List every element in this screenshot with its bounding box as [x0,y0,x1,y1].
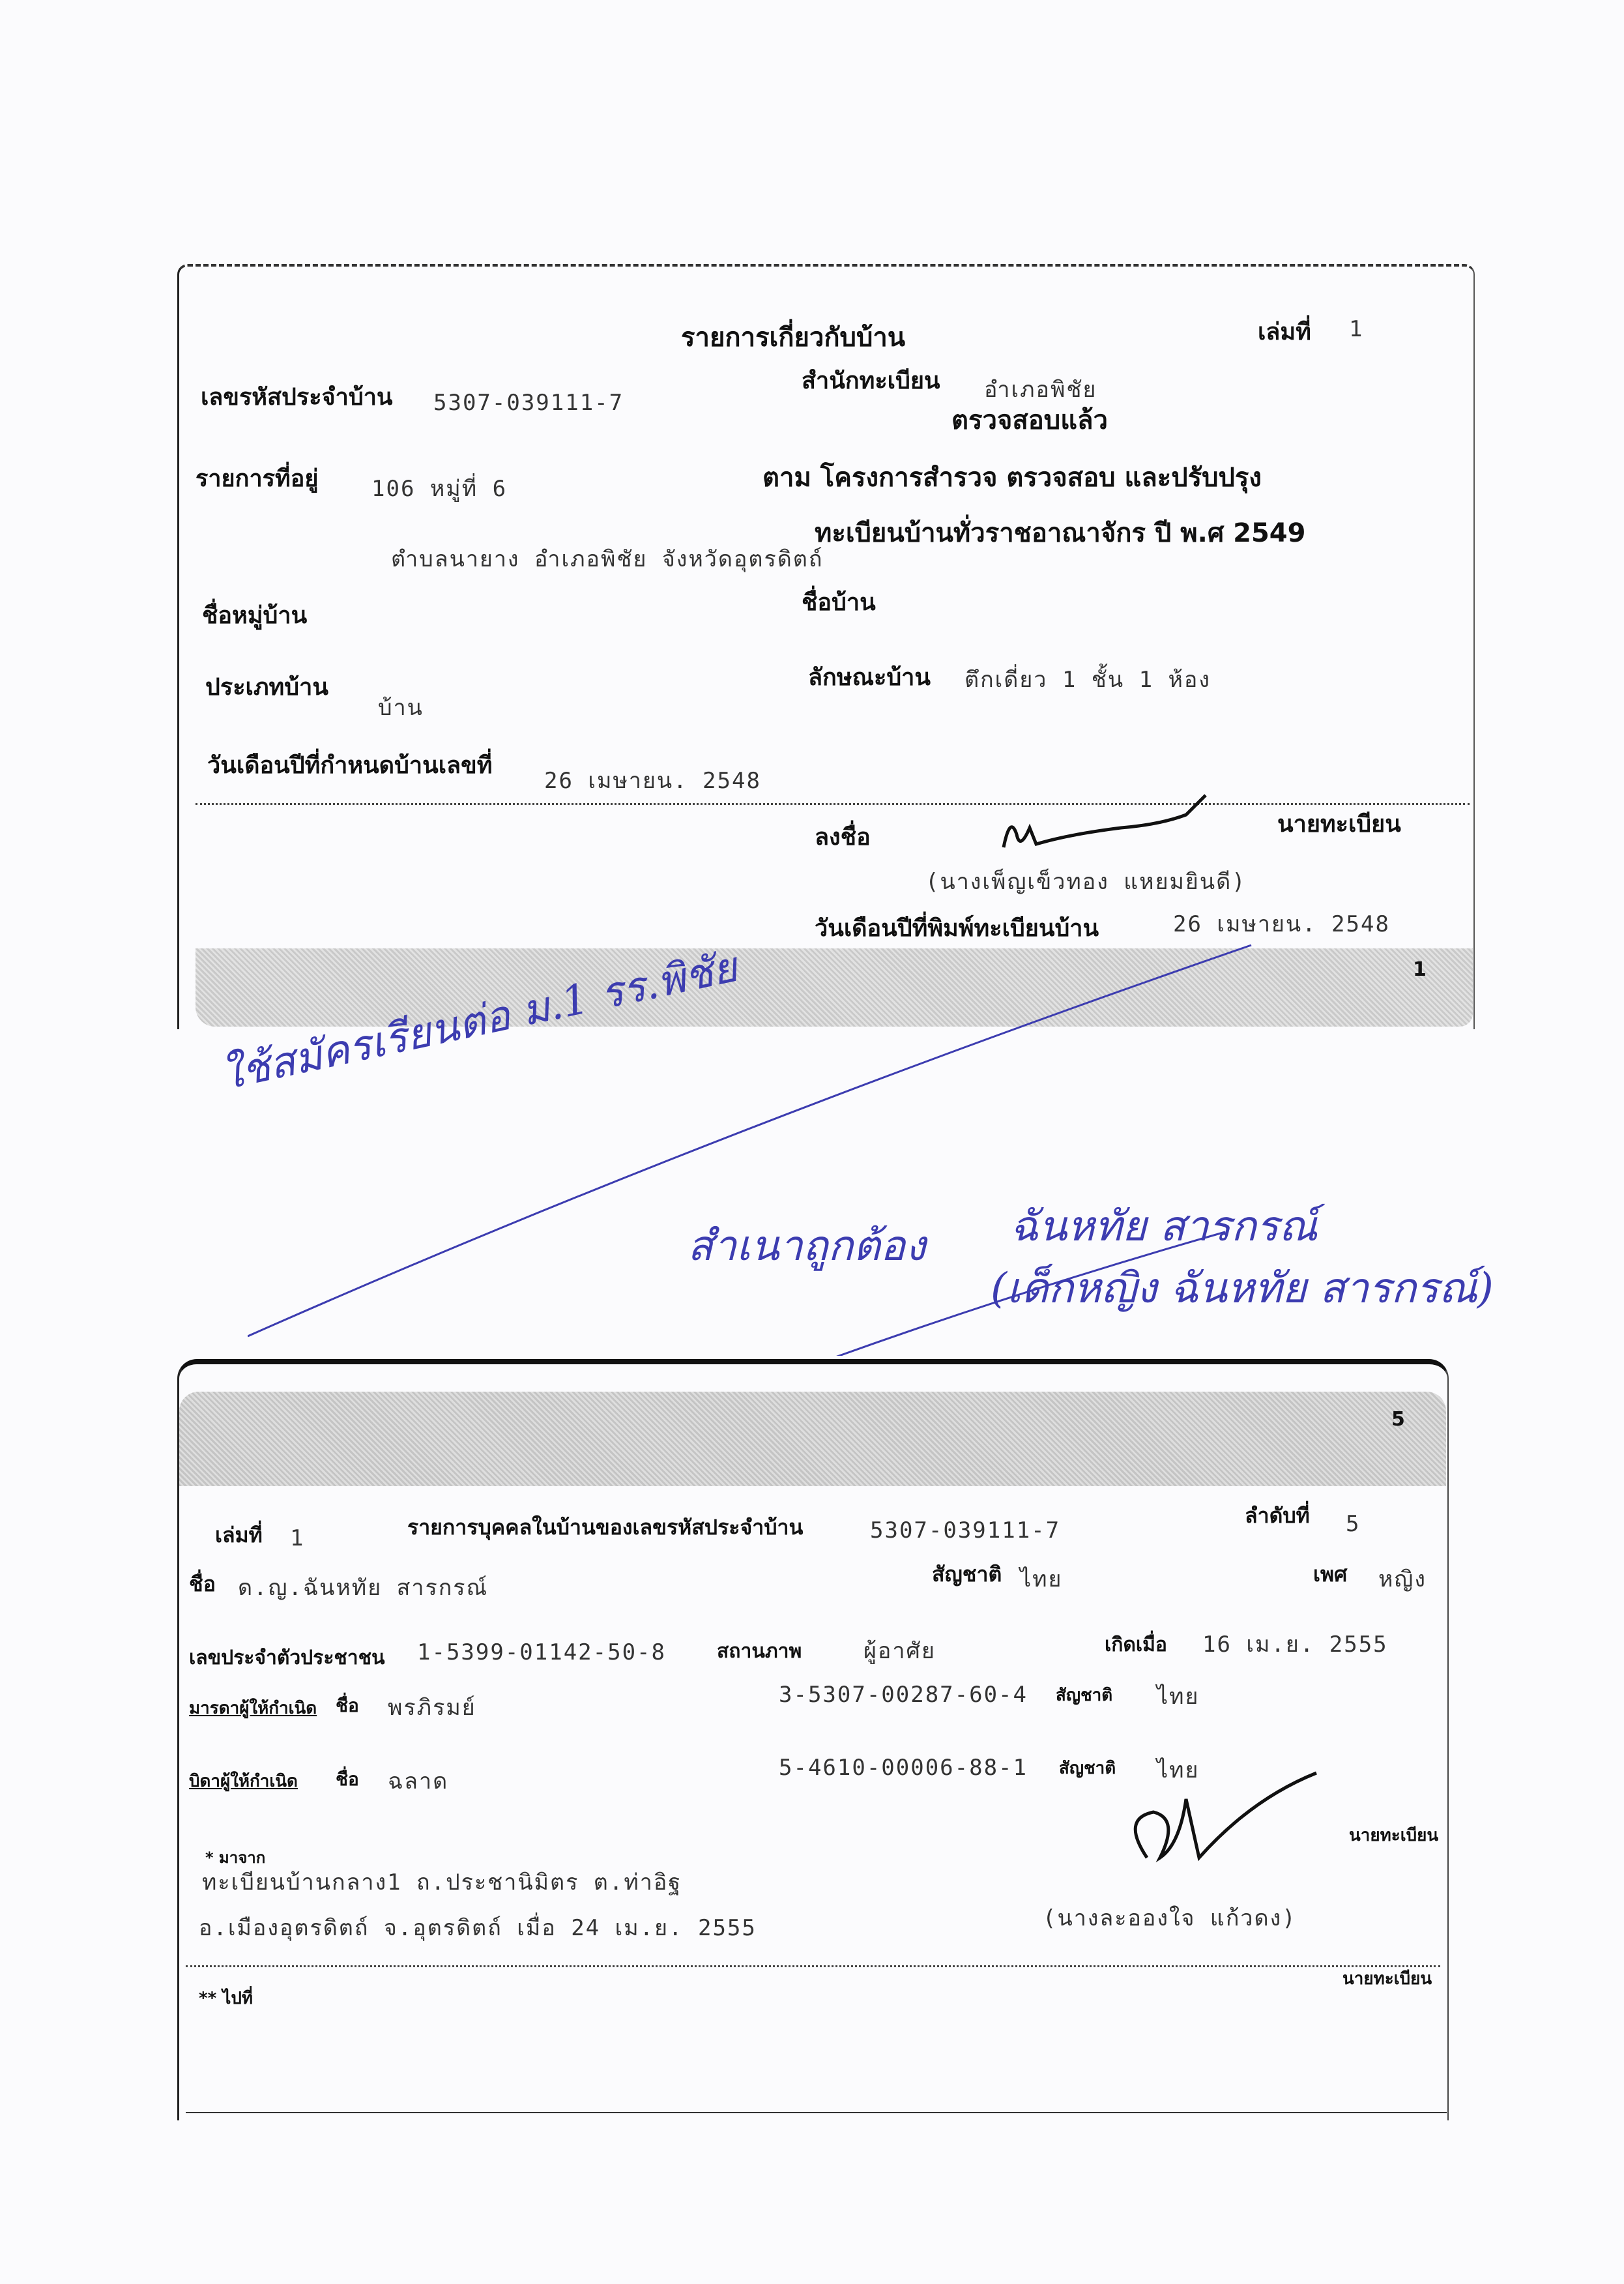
pr-sex-value: หญิง [1378,1566,1427,1592]
pr-birth-label: เกิดเมื่อ [1105,1633,1167,1656]
print-date-label: วันเดือนปีที่พิมพ์ทะเบียนบ้าน [815,915,1099,942]
pr-father-nationality-label: สัญชาติ [1059,1759,1116,1778]
pr-from-line-2: อ.เมืองอุตรดิตถ์ จ.อุตรดิตถ์ เมื่อ 24 เม.ย. 2555 [199,1915,757,1941]
pr-father-label: บิดาผู้ให้กำเนิด [189,1772,298,1791]
pr-order-label: ลำดับที่ [1245,1503,1310,1528]
house-record-title: รายการเกี่ยวกับบ้าน [681,323,906,353]
address-line-1: 106 หมู่ที่ 6 [371,476,508,502]
stamp-line-3: ทะเบียนบ้านทั่วราชอาณาจักร ปี พ.ศ 2549 [815,518,1306,548]
person-record-header-band [179,1392,1446,1486]
pr-mother-name-label: ชื่อ [336,1695,359,1716]
sign-label: ลงชื่อ [815,824,871,851]
stamp-line-1: ตรวจสอบแล้ว [951,405,1108,435]
registry-office-value: อำเภอพิชัย [984,377,1097,403]
pr-birth-value: 16 เม.ย. 2555 [1202,1632,1388,1658]
registrar-signature [991,789,1225,860]
stamp-line-2: ตาม โครงการสำรวจ ตรวจสอบ และปรับปรุง [762,463,1262,493]
pr-name-value: ด.ญ.ฉันหทัย สารกรณ์ [238,1575,489,1601]
address-line-2: ตำบลนายาง อำเภอพิชัย จังหวัดอุตรดิตถ์ [391,546,824,572]
date-assigned-label: วันเดือนปีที่กำหนดบ้านเลขที่ [207,752,493,779]
pr-from-label: * มาจาก [205,1849,266,1867]
house-record-page-number: 1 [1413,958,1427,981]
person-record-page-number: 5 [1391,1408,1405,1431]
pr-name-label: ชื่อ [189,1572,216,1596]
pr-nationality-value: ไทย [1020,1566,1063,1592]
pr-order-value: 5 [1346,1511,1361,1537]
pr-registrar-label-2: นายทะเบียน [1342,1969,1432,1989]
pr-list-title: รายการบุคคลในบ้านของเลขรหัสประจำบ้าน [407,1515,804,1540]
pr-divider-dotted [186,1965,1440,1967]
pr-father-nationality: ไทย [1157,1757,1200,1783]
pr-status-value: ผู้อาศัย [863,1638,936,1664]
house-code-value: 5307-039111-7 [433,390,624,416]
volume-label: เล่มที่ [1258,319,1311,345]
handwritten-signer-name: ฉันหทัย สารกรณ์ [1010,1203,1318,1251]
pr-mother-nationality: ไทย [1157,1684,1200,1710]
pr-nationality-label: สัญชาติ [932,1562,1002,1587]
print-date-value: 26 เมษายน. 2548 [1173,911,1390,937]
pr-mother-name: พรภิรมย์ [388,1695,476,1721]
pr-sex-label: เพศ [1313,1562,1348,1587]
house-nature-value: ตึกเดี่ยว 1 ชั้น 1 ห้อง [964,667,1211,693]
date-assigned-value: 26 เมษายน. 2548 [544,768,761,794]
pr-id-value: 1-5399-01142-50-8 [417,1639,666,1665]
pr-status-label: สถานภาพ [717,1640,802,1663]
pr-father-name-label: ชื่อ [336,1768,359,1790]
pr-mother-nationality-label: สัญชาติ [1056,1686,1113,1705]
house-name-label: ชื่อบ้าน [802,589,876,616]
house-type-value: บ้าน [378,695,424,721]
volume-value: 1 [1349,316,1364,342]
registrar-label: นายทะเบียน [1277,811,1401,838]
handwritten-certified-copy: สำเนาถูกต้อง [688,1222,926,1270]
pr-volume-label: เล่มที่ [215,1523,263,1547]
address-label: รายการที่อยู่ [196,465,319,492]
pr-father-name: ฉลาด [388,1768,449,1794]
pr-mother-label: มารดาผู้ให้กำเนิด [189,1699,317,1718]
registry-office-label: สำนักทะเบียน [802,368,940,394]
pr-mother-id: 3-5307-00287-60-4 [779,1682,1028,1708]
handwritten-note-usage: ใช้สมัครเรียนต่อ ม.1 รร.พิชัย [217,943,742,1100]
handwritten-signer-fullname: (เด็กหญิง ฉันหทัย สารกรณ์) [991,1265,1494,1313]
village-name-label: ชื่อหมู่บ้าน [202,602,308,629]
pr-registrar-label: นายทะเบียน [1349,1826,1439,1845]
house-nature-label: ลักษณะบ้าน [808,664,931,691]
house-code-label: เลขรหัสประจำบ้าน [201,384,393,411]
pr-id-label: เลขประจำตัวประชาชน [189,1647,385,1669]
house-type-label: ประเภทบ้าน [205,674,328,701]
pr-volume-value: 1 [290,1525,305,1551]
pr-bottom-border [186,2112,1447,2113]
pr-house-code: 5307-039111-7 [870,1517,1061,1544]
pr-registrar-name: (นางละอองใจ แก้วดง) [1043,1905,1297,1931]
pr-from-line-1: ทะเบียนบ้านกลาง1 ถ.ประชานิมิตร ต.ท่าอิฐ [202,1869,682,1896]
pr-father-id: 5-4610-00006-88-1 [779,1755,1028,1781]
pr-registrar-signature [1108,1760,1342,1877]
registrar-name: (นางเพ็ญเข็วทอง แหยมยินดี) [925,869,1247,895]
pr-to-label: ** ไปที่ [199,1989,253,2008]
